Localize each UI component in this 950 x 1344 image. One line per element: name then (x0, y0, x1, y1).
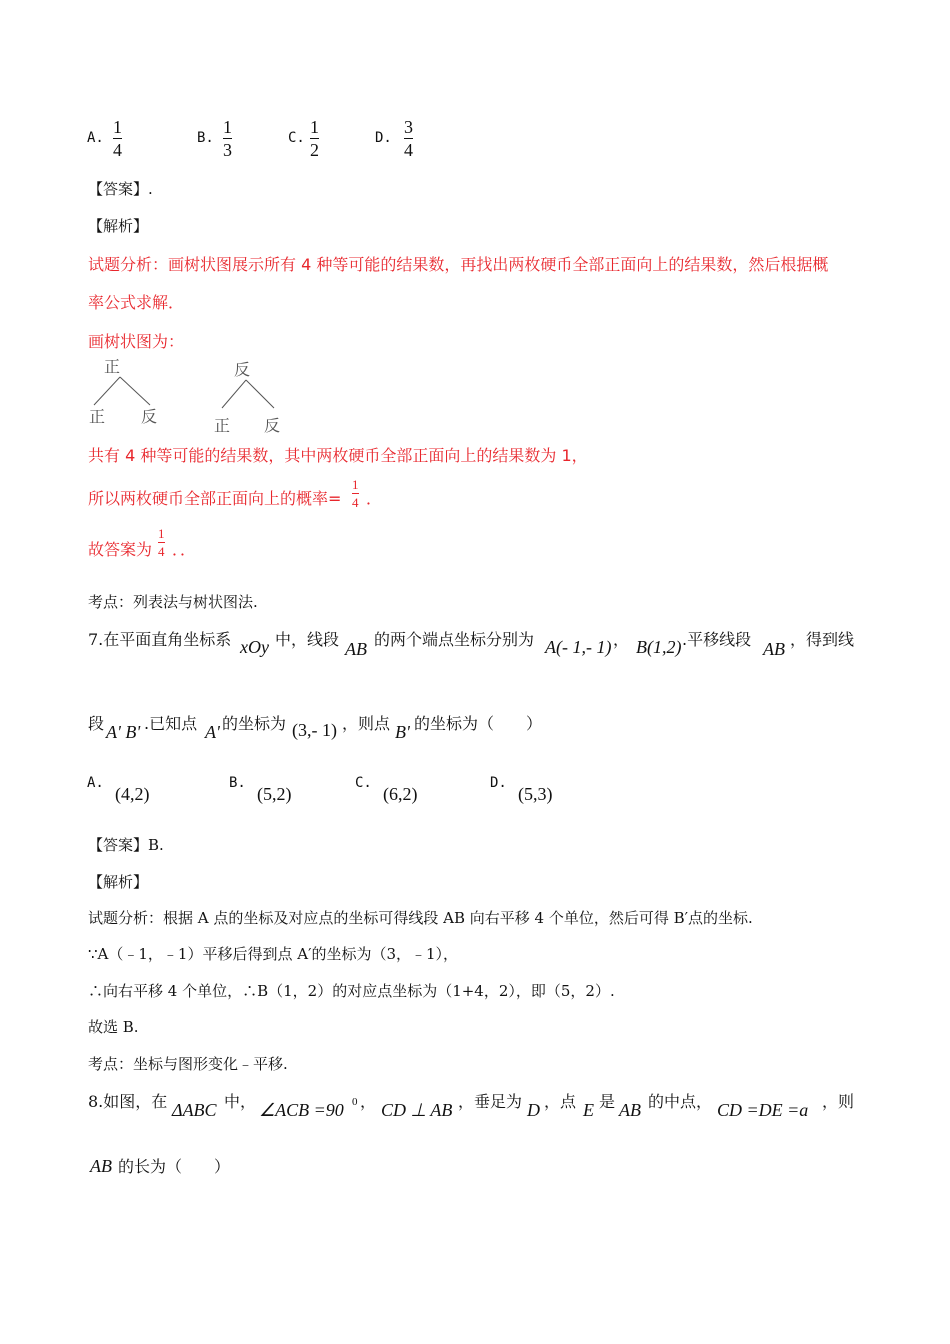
tree1-branches (90, 375, 160, 407)
q7-option-value-b: (5,2) (257, 784, 292, 804)
option-label-c: C. (288, 130, 305, 146)
option-label-d: D. (375, 130, 392, 146)
answer-fraction: 1 4 (158, 526, 165, 559)
probability-fraction: 1 4 (352, 477, 359, 510)
option-label-a: A. (87, 130, 104, 146)
tree2-left: 正 (214, 416, 231, 435)
q7-analysis-line-2: ∵A（﹣1，﹣1）平移后得到点 A′的坐标为（3，﹣1）， (88, 945, 459, 963)
q6-analysis-heading: 【解析】 (88, 217, 149, 235)
q7-option-value-d: (5,3) (518, 784, 553, 804)
tree1-right: 反 (141, 407, 158, 426)
q7-kaodian: 考点：坐标与图形变化﹣平移. (88, 1055, 288, 1073)
option-fraction-a: 1 4 (113, 117, 122, 160)
option-fraction-d: 3 4 (404, 117, 413, 160)
q7-option-value-c: (6,2) (383, 784, 418, 804)
option-fraction-b: 1 3 (223, 117, 232, 160)
q7-analysis-heading: 【解析】 (88, 873, 149, 891)
q6-analysis-line-4: 共有 4 种等可能的结果数，其中两枚硬币全部正面向上的结果数为 1， (88, 446, 588, 465)
q6-analysis-line-2: 率公式求解． (88, 293, 185, 312)
q7-option-label-a: A. (87, 775, 104, 791)
option-fraction-c: 1 2 (310, 117, 319, 160)
tree2-root: 反 (234, 360, 251, 379)
q6-kaodian: 考点：列表法与树状图法. (88, 593, 258, 611)
q7-answer: 【答案】B. (88, 836, 164, 854)
q7-analysis-line-4: 故选 B. (88, 1018, 139, 1036)
q7-option-label-c: C. (355, 775, 372, 791)
q7-option-label-d: D. (490, 775, 507, 791)
q6-analysis-line-1: 试题分析：画树状图展示所有 4 种等可能的结果数，再找出两枚硬币全部正面向上的结果数，然后根据概 (88, 255, 829, 274)
tree1-left: 正 (89, 407, 106, 426)
q6-answer: 【答案】. (88, 180, 153, 198)
q7-option-value-a: (4,2) (115, 784, 150, 804)
tree1-root: 正 (104, 357, 121, 376)
q7-analysis-line-3: ∴向右平移 4 个单位，∴B（1，2）的对应点坐标为（1+4，2），即（5，2）. (88, 982, 615, 1000)
q6-analysis-line-6: 故答案为 (88, 540, 153, 559)
q7-analysis-line-1: 试题分析：根据 A 点的坐标及对应点的坐标可得线段 AB 向右平移 4 个单位，然后可得 B′点的坐标. (88, 909, 753, 927)
q7-option-label-b: B. (229, 775, 246, 791)
q6-analysis-line-5: 所以两枚硬币全部正面向上的概率= (88, 489, 342, 508)
option-label-b: B. (197, 130, 214, 146)
tree2-branches (218, 378, 288, 410)
tree2-right: 反 (264, 416, 281, 435)
q6-analysis-line-3: 画树状图为： (88, 332, 185, 351)
